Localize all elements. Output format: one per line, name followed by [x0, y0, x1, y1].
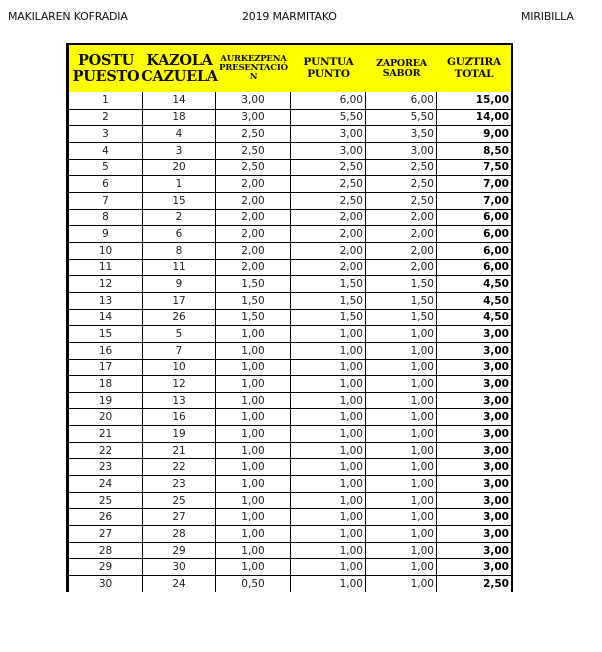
table-row: [69, 442, 511, 459]
total-score-cell: 7,00: [483, 178, 509, 191]
doneness-score-cell: 2,00: [291, 260, 366, 276]
table-row: [69, 392, 511, 409]
table-row: [69, 325, 511, 342]
flavor-score-cell: 2,00: [366, 226, 437, 242]
total-score-cell: 3,00: [483, 461, 509, 474]
presentation-score-cell: 1,00: [216, 476, 291, 492]
position-cell: 25: [69, 493, 143, 509]
position-cell: 12: [69, 276, 143, 292]
pot-number-cell: 24: [143, 576, 216, 592]
table-body: [66, 92, 513, 592]
table-row: [69, 242, 511, 259]
flavor-score-cell: 5,50: [366, 110, 437, 126]
pot-number-cell: 26: [143, 310, 216, 326]
total-score-cell: 3,00: [483, 527, 509, 540]
presentation-score-cell: 3,00: [216, 92, 291, 109]
doneness-score-cell: 1,00: [291, 526, 366, 542]
position-cell: 9: [69, 226, 143, 242]
presentation-score-cell: 1,00: [216, 426, 291, 442]
pot-number-cell: 4: [143, 126, 216, 142]
table-row: [69, 309, 511, 326]
total-score-cell: 6,00: [483, 261, 509, 274]
position-cell: 26: [69, 509, 143, 525]
position-cell: 27: [69, 526, 143, 542]
presentation-score-cell: 1,00: [216, 343, 291, 359]
doneness-score-cell: 1,00: [291, 409, 366, 425]
pot-number-cell: 3: [143, 143, 216, 159]
total-score-cell: 3,00: [483, 494, 509, 507]
presentation-score-cell: 2,00: [216, 260, 291, 276]
position-cell: 23: [69, 459, 143, 475]
pot-number-cell: 28: [143, 526, 216, 542]
event-title: 2019 MARMITAKO: [242, 10, 337, 23]
column-header-presentation: [216, 45, 291, 92]
doneness-score-cell: 1,00: [291, 509, 366, 525]
total-score-cell: 3,00: [483, 411, 509, 424]
header-line: SABOR: [382, 67, 421, 79]
presentation-score-cell: 1,00: [216, 360, 291, 376]
column-header-position: [69, 45, 143, 92]
total-score-cell: 2,50: [483, 577, 509, 590]
position-cell: 30: [69, 576, 143, 592]
doneness-score-cell: 2,00: [291, 226, 366, 242]
presentation-score-cell: 1,00: [216, 459, 291, 475]
table-row: [69, 492, 511, 509]
presentation-score-cell: 1,00: [216, 443, 291, 459]
table-row: [69, 259, 511, 276]
pot-number-cell: 17: [143, 293, 216, 309]
pot-number-cell: 30: [143, 559, 216, 575]
flavor-score-cell: 1,00: [366, 393, 437, 409]
position-cell: 3: [69, 126, 143, 142]
position-cell: 2: [69, 110, 143, 126]
table-row: [69, 542, 511, 559]
flavor-score-cell: 1,00: [366, 360, 437, 376]
table-row: [69, 92, 511, 109]
column-header-pot: [143, 45, 216, 92]
position-cell: 17: [69, 360, 143, 376]
table-row: [69, 342, 511, 359]
presentation-score-cell: 1,00: [216, 543, 291, 559]
flavor-score-cell: 2,00: [366, 260, 437, 276]
doneness-score-cell: 1,00: [291, 443, 366, 459]
pot-number-cell: 18: [143, 110, 216, 126]
flavor-score-cell: 3,50: [366, 126, 437, 142]
table-row: [69, 408, 511, 425]
table-row: [69, 192, 511, 209]
organization-title: MAKILAREN KOFRADIA: [8, 10, 128, 23]
flavor-score-cell: 2,50: [366, 193, 437, 209]
position-cell: 29: [69, 559, 143, 575]
position-cell: 4: [69, 143, 143, 159]
pot-number-cell: 12: [143, 376, 216, 392]
flavor-score-cell: 1,50: [366, 276, 437, 292]
presentation-score-cell: 1,00: [216, 526, 291, 542]
doneness-score-cell: 2,50: [291, 193, 366, 209]
pot-number-cell: 6: [143, 226, 216, 242]
position-cell: 22: [69, 443, 143, 459]
position-cell: 16: [69, 343, 143, 359]
pot-number-cell: 14: [143, 92, 216, 109]
pot-number-cell: 1: [143, 176, 216, 192]
pot-number-cell: 13: [143, 393, 216, 409]
presentation-score-cell: 2,00: [216, 226, 291, 242]
pot-number-cell: 8: [143, 243, 216, 259]
total-score-cell: 3,00: [483, 477, 509, 490]
total-score-cell: 4,50: [483, 294, 509, 307]
pot-number-cell: 11: [143, 260, 216, 276]
table-row: [69, 558, 511, 575]
flavor-score-cell: 6,00: [366, 92, 437, 109]
table-row: [69, 359, 511, 376]
flavor-score-cell: 3,00: [366, 143, 437, 159]
flavor-score-cell: 1,00: [366, 459, 437, 475]
position-cell: 24: [69, 476, 143, 492]
position-cell: 28: [69, 543, 143, 559]
table-header: [66, 43, 513, 92]
presentation-score-cell: 1,50: [216, 276, 291, 292]
column-header-doneness: [291, 45, 366, 92]
presentation-score-cell: 1,00: [216, 409, 291, 425]
position-cell: 6: [69, 176, 143, 192]
flavor-score-cell: 1,00: [366, 509, 437, 525]
doneness-score-cell: 1,00: [291, 459, 366, 475]
table-row: [69, 458, 511, 475]
position-cell: 15: [69, 326, 143, 342]
presentation-score-cell: 1,00: [216, 393, 291, 409]
presentation-score-cell: 3,00: [216, 110, 291, 126]
total-score-cell: 4,50: [483, 278, 509, 291]
total-score-cell: 14,00: [475, 111, 509, 124]
doneness-score-cell: 3,00: [291, 126, 366, 142]
total-score-cell: 4,50: [483, 311, 509, 324]
total-score-cell: 3,00: [483, 344, 509, 357]
flavor-score-cell: 1,00: [366, 559, 437, 575]
table-row: [69, 109, 511, 126]
presentation-score-cell: 1,00: [216, 376, 291, 392]
pot-number-cell: 20: [143, 160, 216, 176]
presentation-score-cell: 1,50: [216, 293, 291, 309]
table-row: [69, 292, 511, 309]
pot-number-cell: 19: [143, 426, 216, 442]
position-cell: 11: [69, 260, 143, 276]
pot-number-cell: 16: [143, 409, 216, 425]
table-row: [69, 225, 511, 242]
pot-number-cell: 27: [143, 509, 216, 525]
doneness-score-cell: 1,00: [291, 326, 366, 342]
total-score-cell: 3,00: [483, 361, 509, 374]
table-row: [69, 125, 511, 142]
doneness-score-cell: 2,50: [291, 160, 366, 176]
doneness-score-cell: 1,50: [291, 310, 366, 326]
pot-number-cell: 25: [143, 493, 216, 509]
pot-number-cell: 2: [143, 210, 216, 226]
pot-number-cell: 29: [143, 543, 216, 559]
doneness-score-cell: 1,50: [291, 293, 366, 309]
position-cell: 13: [69, 293, 143, 309]
presentation-score-cell: 2,00: [216, 176, 291, 192]
total-score-cell: 6,00: [483, 244, 509, 257]
position-cell: 7: [69, 193, 143, 209]
presentation-score-cell: 2,50: [216, 126, 291, 142]
table-row: [69, 475, 511, 492]
presentation-score-cell: 1,00: [216, 326, 291, 342]
presentation-score-cell: 2,50: [216, 160, 291, 176]
header-line: PUNTO: [307, 67, 350, 80]
header-line: PUNTUA: [303, 56, 354, 69]
total-score-cell: 3,00: [483, 328, 509, 341]
flavor-score-cell: 1,50: [366, 293, 437, 309]
total-score-cell: 8,50: [483, 144, 509, 157]
doneness-score-cell: 1,00: [291, 376, 366, 392]
doneness-score-cell: 2,00: [291, 243, 366, 259]
flavor-score-cell: 2,00: [366, 243, 437, 259]
total-score-cell: 7,00: [483, 194, 509, 207]
header-line: CAZUELA: [141, 67, 218, 85]
table-row: [69, 275, 511, 292]
flavor-score-cell: 2,00: [366, 210, 437, 226]
total-score-cell: 3,00: [483, 544, 509, 557]
position-cell: 21: [69, 426, 143, 442]
flavor-score-cell: 2,50: [366, 160, 437, 176]
position-cell: 20: [69, 409, 143, 425]
flavor-score-cell: 1,00: [366, 526, 437, 542]
header-line: PUESTO: [72, 67, 140, 85]
total-score-cell: 3,00: [483, 377, 509, 390]
header-line: ZAPOREA: [376, 57, 427, 69]
table-row: [69, 175, 511, 192]
flavor-score-cell: 1,00: [366, 493, 437, 509]
presentation-score-cell: 2,00: [216, 210, 291, 226]
doneness-score-cell: 6,00: [291, 92, 366, 109]
flavor-score-cell: 1,00: [366, 409, 437, 425]
doneness-score-cell: 1,50: [291, 276, 366, 292]
pot-number-cell: 15: [143, 193, 216, 209]
total-score-cell: 7,50: [483, 161, 509, 174]
header-line: POSTU: [78, 52, 134, 70]
pot-number-cell: 9: [143, 276, 216, 292]
header-line: AURKEZPENA: [220, 54, 287, 65]
position-cell: 5: [69, 160, 143, 176]
column-header-flavor: [366, 45, 437, 92]
total-score-cell: 15,00: [475, 94, 509, 107]
doneness-score-cell: 1,00: [291, 559, 366, 575]
pot-number-cell: 10: [143, 360, 216, 376]
header-line: TOTAL: [454, 67, 494, 80]
flavor-score-cell: 1,00: [366, 376, 437, 392]
total-score-cell: 3,00: [483, 444, 509, 457]
position-cell: 18: [69, 376, 143, 392]
flavor-score-cell: 1,00: [366, 476, 437, 492]
position-cell: 14: [69, 310, 143, 326]
position-cell: 8: [69, 210, 143, 226]
header-line: PRESENTACIÓ: [219, 63, 288, 74]
presentation-score-cell: 2,50: [216, 143, 291, 159]
doneness-score-cell: 2,00: [291, 210, 366, 226]
doneness-score-cell: 1,00: [291, 543, 366, 559]
total-score-cell: 6,00: [483, 228, 509, 241]
doneness-score-cell: 2,50: [291, 176, 366, 192]
position-cell: 10: [69, 243, 143, 259]
results-table: [66, 43, 513, 592]
flavor-score-cell: 1,00: [366, 543, 437, 559]
total-score-cell: 3,00: [483, 561, 509, 574]
table-row: [69, 142, 511, 159]
table-row: [69, 375, 511, 392]
doneness-score-cell: 1,00: [291, 393, 366, 409]
pot-number-cell: 23: [143, 476, 216, 492]
flavor-score-cell: 1,00: [366, 343, 437, 359]
doneness-score-cell: 1,00: [291, 476, 366, 492]
total-score-cell: 3,00: [483, 511, 509, 524]
position-cell: 19: [69, 393, 143, 409]
table-row: [69, 425, 511, 442]
header-line: GUZTIRA: [447, 56, 501, 69]
total-score-cell: 3,00: [483, 394, 509, 407]
table-row: [69, 525, 511, 542]
table-row: [69, 159, 511, 176]
table-row: [69, 209, 511, 226]
doneness-score-cell: 1,00: [291, 426, 366, 442]
pot-number-cell: 7: [143, 343, 216, 359]
presentation-score-cell: 1,00: [216, 493, 291, 509]
presentation-score-cell: 1,00: [216, 559, 291, 575]
doneness-score-cell: 1,00: [291, 493, 366, 509]
flavor-score-cell: 1,00: [366, 576, 437, 592]
header-line: N: [249, 71, 258, 82]
presentation-score-cell: 1,00: [216, 509, 291, 525]
total-score-cell: 9,00: [483, 128, 509, 141]
presentation-score-cell: 2,00: [216, 193, 291, 209]
flavor-score-cell: 1,00: [366, 426, 437, 442]
pot-number-cell: 21: [143, 443, 216, 459]
doneness-score-cell: 5,50: [291, 110, 366, 126]
table-row: [69, 575, 511, 592]
header-line: KAZOLA: [146, 52, 213, 70]
flavor-score-cell: 1,50: [366, 310, 437, 326]
pot-number-cell: 5: [143, 326, 216, 342]
flavor-score-cell: 1,00: [366, 326, 437, 342]
doneness-score-cell: 1,00: [291, 343, 366, 359]
table-row: [69, 508, 511, 525]
presentation-score-cell: 2,00: [216, 243, 291, 259]
presentation-score-cell: 1,50: [216, 310, 291, 326]
doneness-score-cell: 3,00: [291, 143, 366, 159]
position-cell: 1: [69, 92, 143, 109]
doneness-score-cell: 1,00: [291, 360, 366, 376]
doneness-score-cell: 1,00: [291, 576, 366, 592]
location-title: MIRIBILLA: [521, 10, 574, 23]
total-score-cell: 3,00: [483, 427, 509, 440]
presentation-score-cell: 0,50: [216, 576, 291, 592]
pot-number-cell: 22: [143, 459, 216, 475]
total-score-cell: 6,00: [483, 211, 509, 224]
column-header-total: [437, 45, 511, 92]
flavor-score-cell: 1,00: [366, 443, 437, 459]
flavor-score-cell: 2,50: [366, 176, 437, 192]
